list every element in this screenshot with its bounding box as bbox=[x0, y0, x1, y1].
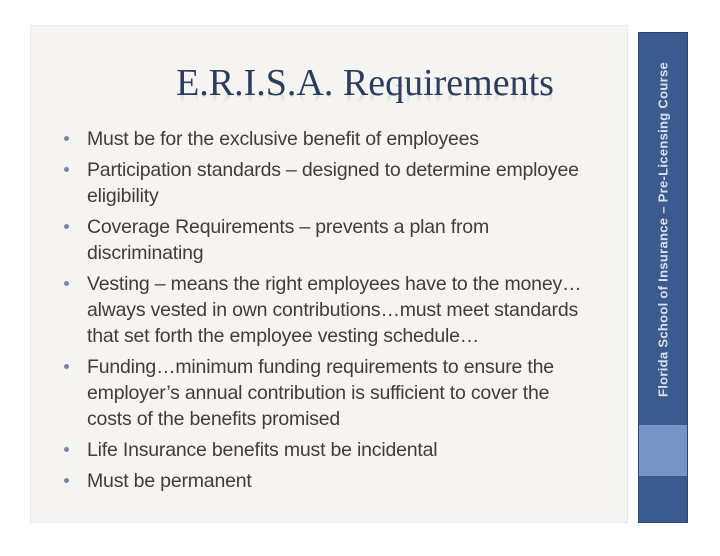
course-banner-label: Florida School of Insurance – Pre-Licensing Course bbox=[655, 61, 671, 397]
bullet-line: Must be permanent bbox=[87, 470, 252, 492]
bullet-dot-icon bbox=[64, 167, 69, 172]
bullet-text bbox=[87, 354, 554, 432]
bullet-line: employer’s annual contribution is sufficient to cover the bbox=[87, 382, 550, 404]
bullet-dot-icon bbox=[64, 281, 69, 286]
bullet-text bbox=[87, 214, 489, 266]
bullet-text bbox=[87, 468, 252, 494]
bullet-text bbox=[87, 157, 579, 209]
list-item bbox=[58, 214, 624, 266]
bullet-text bbox=[87, 126, 479, 152]
bullet-line: Life Insurance benefits must be incidental bbox=[87, 439, 438, 461]
bullet-dot-icon bbox=[64, 364, 69, 369]
bullet-line: costs of the benefits promised bbox=[87, 408, 341, 430]
bullet-text bbox=[87, 437, 437, 463]
course-banner bbox=[638, 32, 688, 523]
bullet-line: Participation standards – designed to determine employee bbox=[87, 159, 579, 181]
bullet-line: Funding…minimum funding requirements to ensure the bbox=[87, 356, 554, 378]
list-item bbox=[58, 271, 624, 349]
list-item bbox=[58, 437, 624, 463]
bullet-dot-icon bbox=[64, 447, 69, 452]
bullet-dot-icon bbox=[64, 478, 69, 483]
bullet-line: discriminating bbox=[87, 242, 204, 264]
list-item bbox=[58, 126, 624, 152]
bullet-line: eligibility bbox=[87, 185, 159, 207]
banner-accent-segment bbox=[639, 425, 687, 476]
list-item bbox=[58, 354, 624, 432]
bullet-list bbox=[58, 126, 624, 499]
bullet-line: always vested in own contributions…must meet standards bbox=[87, 299, 579, 321]
bullet-line: Vesting – means the right employees have to the money… bbox=[87, 273, 582, 295]
bullet-dot-icon bbox=[64, 224, 69, 229]
bullet-line: Coverage Requirements – prevents a plan from bbox=[87, 216, 489, 238]
list-item bbox=[58, 468, 624, 494]
list-item bbox=[58, 157, 624, 209]
bullet-line: that set forth the employee vesting schedule… bbox=[87, 325, 480, 347]
bullet-text bbox=[87, 271, 581, 349]
bullet-dot-icon bbox=[64, 136, 69, 141]
bullet-line: Must be for the exclusive benefit of employees bbox=[87, 128, 479, 150]
page-title: E.R.I.S.A. Requirements bbox=[176, 62, 554, 104]
